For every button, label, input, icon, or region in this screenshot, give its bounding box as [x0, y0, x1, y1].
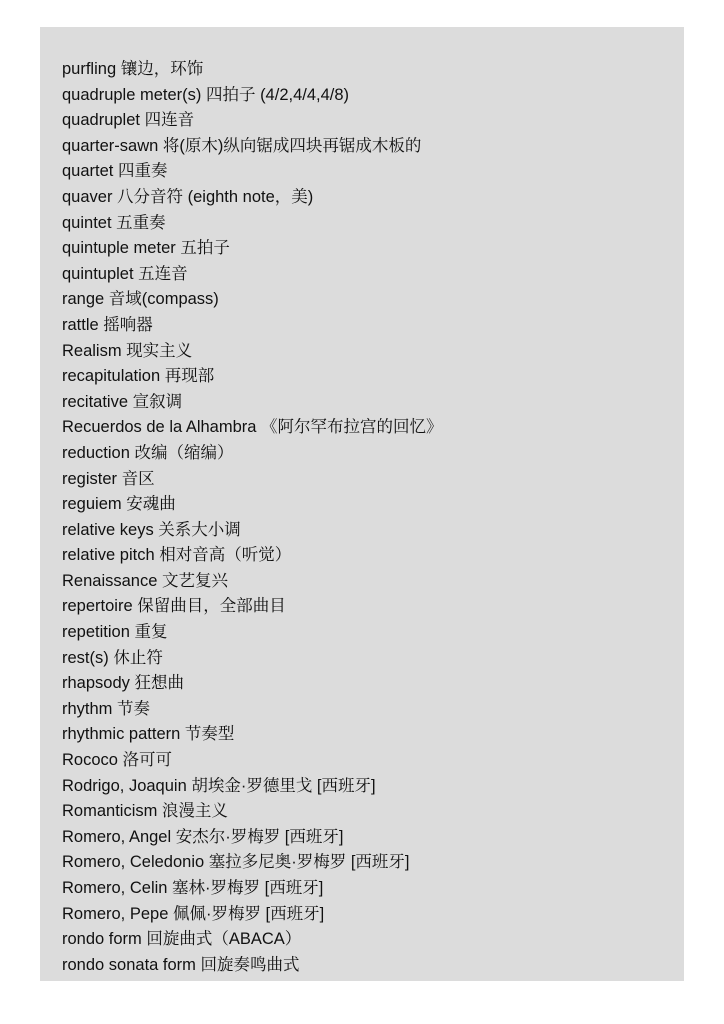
glossary-entry: reduction 改编（缩编）	[62, 443, 234, 462]
glossary-entry: range 音域(compass)	[62, 290, 219, 309]
glossary-entry: quarter-sawn 将(原木)纵向锯成四块再锯成木板的	[62, 136, 422, 155]
glossary-entry: recapitulation 再现部	[62, 367, 215, 386]
glossary-entry: recitative 宣叙调	[62, 392, 183, 411]
glossary-entry: register 音区	[62, 469, 155, 488]
glossary-entry: rest(s) 休止符	[62, 648, 163, 667]
glossary-entry: Romero, Celedonio 塞拉多尼奥·罗梅罗 [西班牙]	[62, 853, 410, 872]
glossary-entry: relative keys 关系大小调	[62, 520, 241, 539]
glossary-entry: rattle 摇响器	[62, 315, 153, 334]
glossary-entry: Recuerdos de la Alhambra 《阿尔罕布拉宫的回忆》	[62, 418, 443, 437]
glossary-entry: Rococo 洛可可	[62, 751, 173, 770]
glossary-entry: rhythmic pattern 节奏型	[62, 725, 235, 744]
glossary-entry: quintuplet 五连音	[62, 264, 188, 283]
glossary-entry: repertoire 保留曲目，全部曲目	[62, 597, 286, 616]
glossary-list	[62, 57, 674, 978]
glossary-entry: reguiem 安魂曲	[62, 495, 176, 514]
glossary-entry: rhapsody 狂想曲	[62, 674, 184, 693]
glossary-entry: quaver 八分音符 (eighth note，美)	[62, 187, 314, 206]
glossary-entry: Romero, Celin 塞林·罗梅罗 [西班牙]	[62, 879, 324, 897]
glossary-entry: Rodrigo, Joaquin 胡埃金·罗德里戈 [西班牙]	[62, 776, 376, 795]
glossary-entry: Romero, Angel 安杰尔·罗梅罗 [西班牙]	[62, 827, 344, 846]
glossary-entry: quadruplet 四连音	[62, 111, 195, 130]
glossary-entry: quadruple meter(s) 四拍子 (4/2,4/4,4/8)	[62, 85, 350, 104]
glossary-entry: relative pitch 相对音高（听觉）	[62, 546, 292, 565]
glossary-entry: repetition 重复	[62, 623, 168, 642]
glossary-entry: rondo form 回旋曲式（ABACA）	[62, 930, 302, 949]
glossary-entry: Renaissance 文艺复兴	[62, 571, 228, 590]
glossary-entry: Realism 现实主义	[62, 341, 193, 360]
glossary-entry: quintet 五重奏	[62, 213, 166, 232]
glossary-entry: quintuple meter 五拍子	[62, 239, 230, 258]
glossary-entry: rondo sonata form 回旋奏鸣曲式	[62, 955, 300, 974]
glossary-entry: purfling 镶边，环饰	[62, 60, 204, 78]
document-page	[40, 27, 684, 981]
glossary-entry: quartet 四重奏	[62, 162, 168, 181]
glossary-entry: Romero, Pepe 佩佩·罗梅罗 [西班牙]	[62, 904, 325, 923]
glossary-entry: rhythm 节奏	[62, 699, 151, 718]
glossary-entry: Romanticism 浪漫主义	[62, 802, 228, 821]
